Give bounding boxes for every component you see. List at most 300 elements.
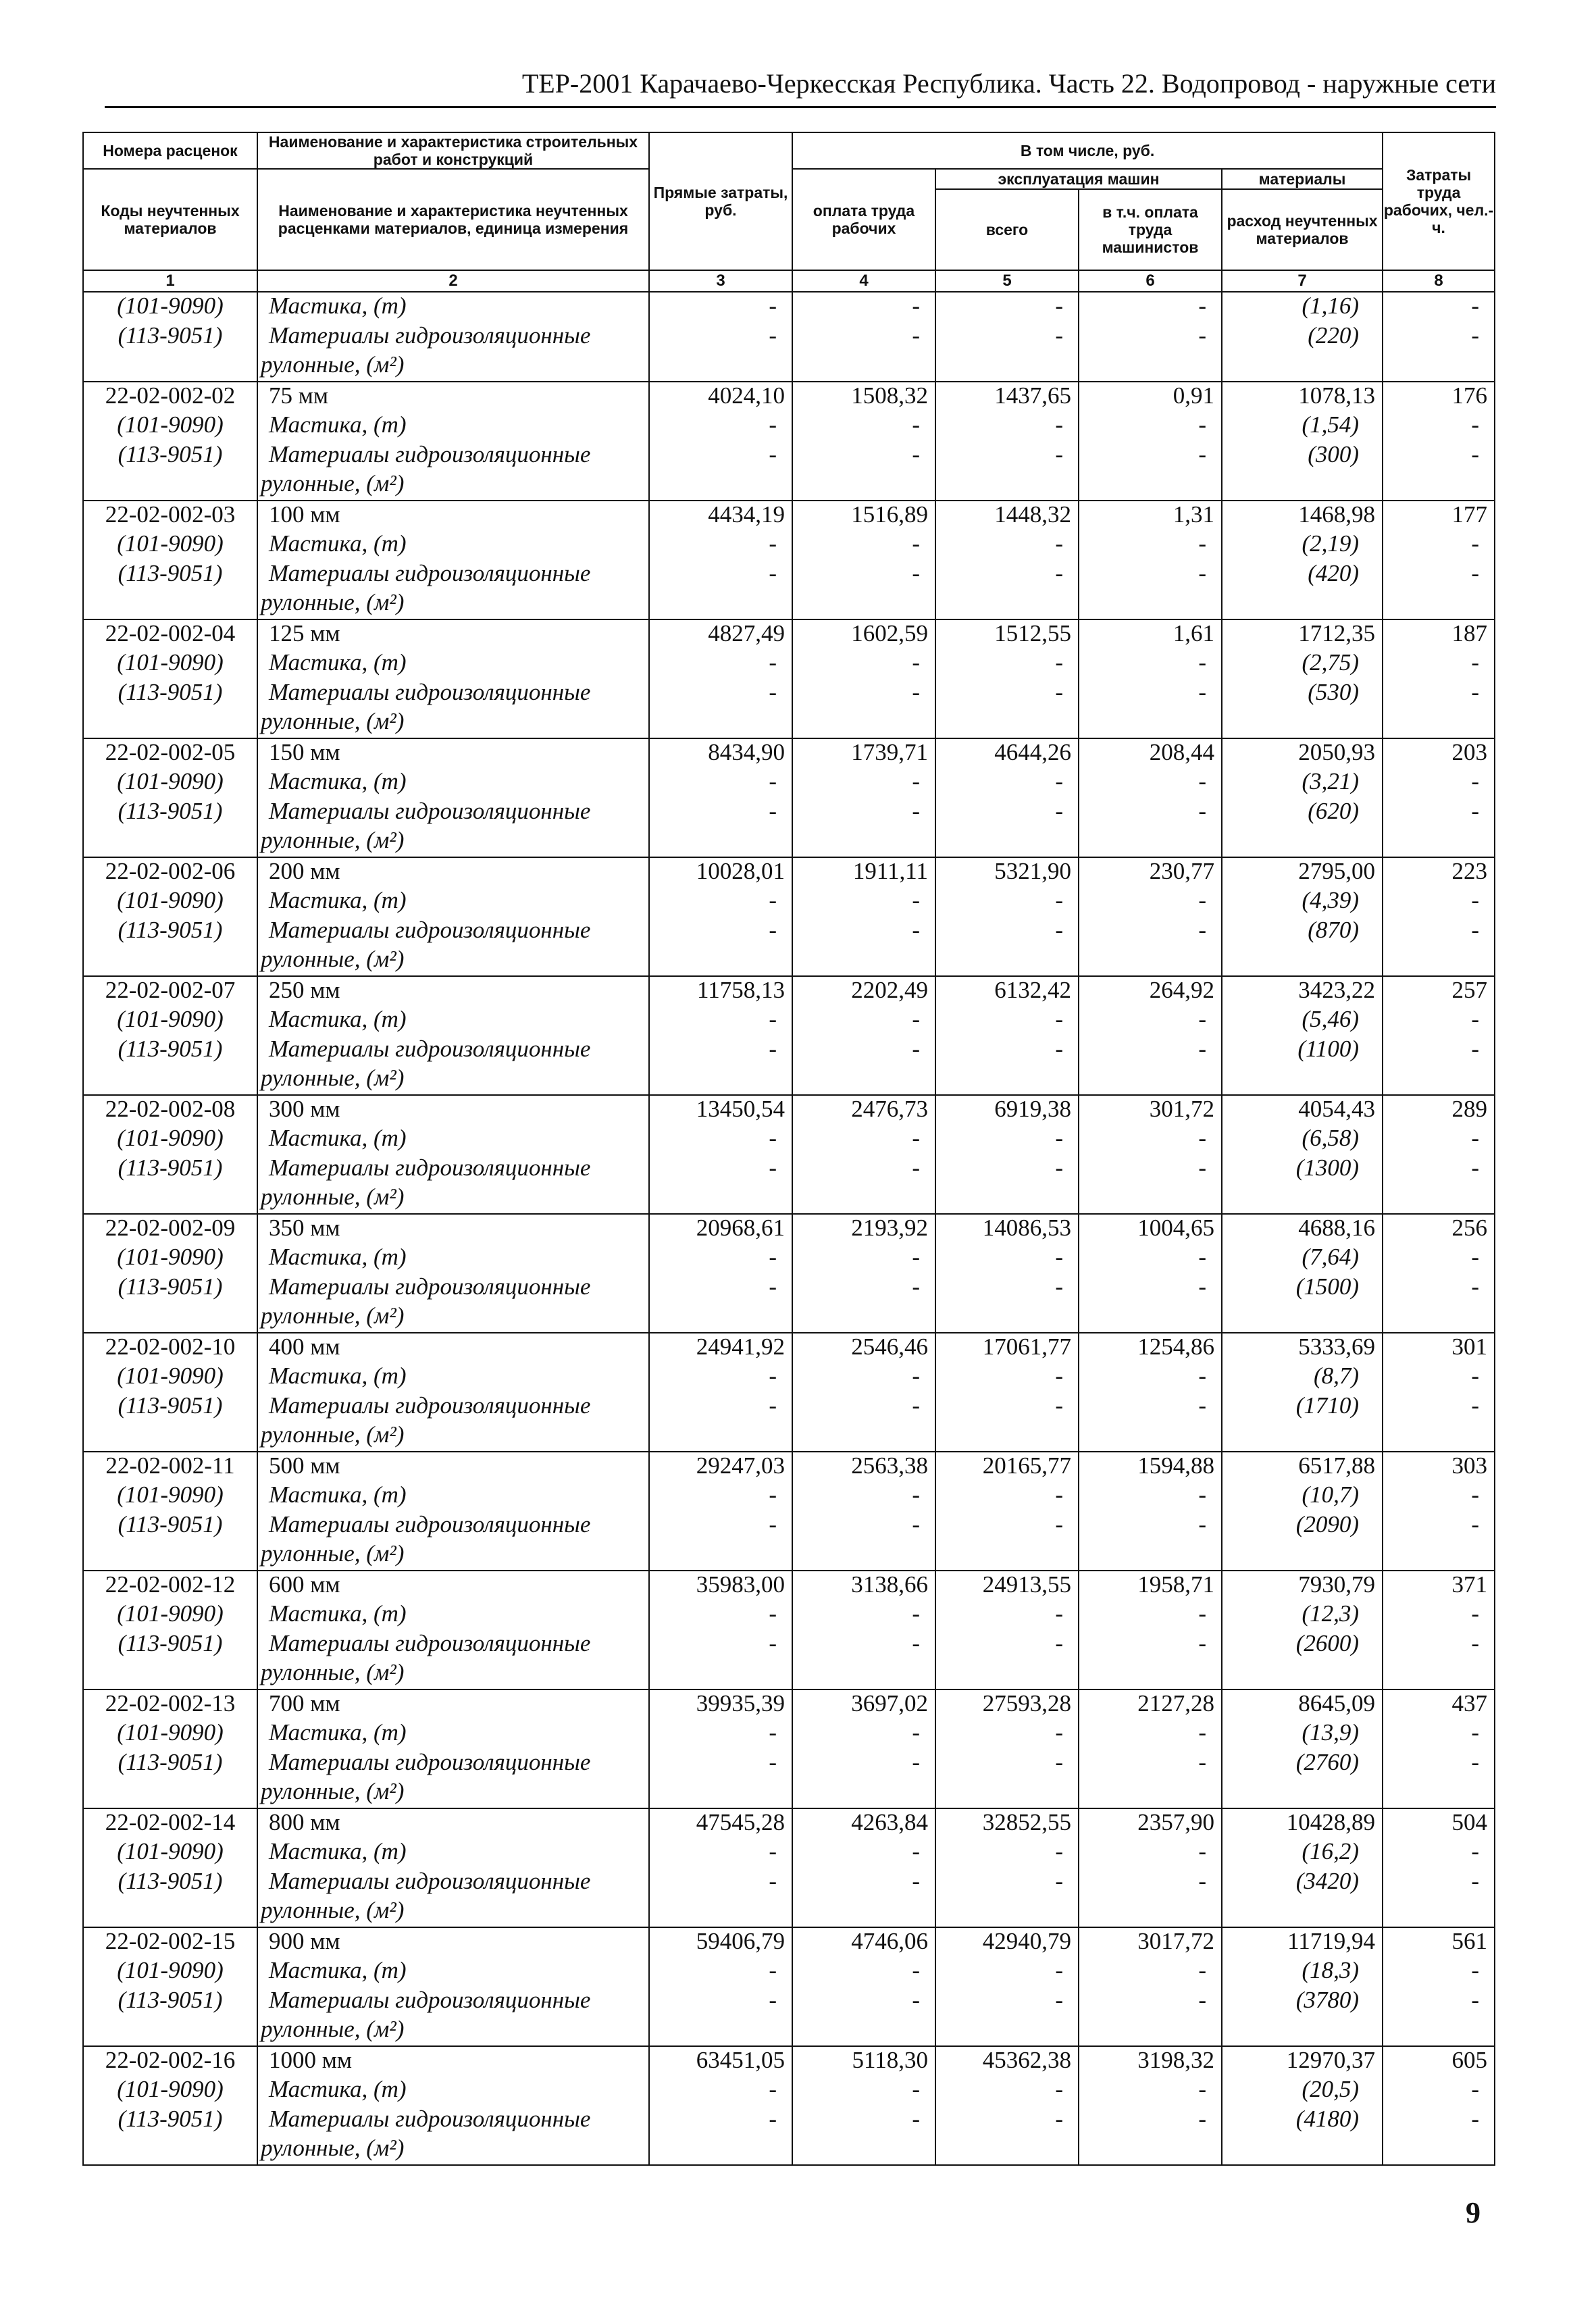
empty-value: -: [1079, 1244, 1222, 1273]
empty-value: -: [792, 1868, 935, 1898]
header-material-name: Наименование и характеристика неучтенных расценками материалов, единица измерения: [257, 169, 649, 270]
empty-value: -: [649, 441, 792, 471]
rate-name: 800 мм: [257, 1808, 649, 1839]
materials-value: 2050,93: [1222, 738, 1383, 769]
machines-wages: 208,44: [1079, 738, 1222, 769]
empty-value: -: [792, 1006, 935, 1036]
empty-value: -: [1079, 1600, 1222, 1630]
material-quantity: (1,54): [1222, 411, 1383, 441]
header-rate-numbers: Номера расценок: [83, 132, 257, 169]
material-name-cont: рулонные, (м²): [257, 470, 649, 501]
material-name: Материалы гидроизоляционные: [257, 1868, 649, 1898]
empty-value: -: [792, 1154, 935, 1184]
wages-value: 1739,71: [792, 738, 935, 769]
rate-name: 500 мм: [257, 1452, 649, 1482]
machines-total: 1437,65: [935, 382, 1079, 412]
material-quantity: (16,2): [1222, 1838, 1383, 1868]
material-row-mastic: [83, 2076, 1495, 2106]
material-row-mastic: [83, 887, 1495, 917]
material-row-roll-cont: [83, 470, 1495, 501]
empty-value: -: [649, 1868, 792, 1898]
rate-name: 250 мм: [257, 976, 649, 1007]
material-name: Материалы гидроизоляционные: [257, 798, 649, 828]
rate-row: [83, 382, 1495, 412]
empty-value: -: [1079, 1957, 1222, 1987]
empty-value: -: [1383, 1244, 1495, 1273]
empty-value: -: [935, 1154, 1079, 1184]
empty-value: -: [792, 1749, 935, 1779]
empty-value: -: [792, 1511, 935, 1541]
material-row-mastic: [83, 1838, 1495, 1868]
wages-value: 1508,32: [792, 382, 935, 412]
materials-value: 1078,13: [1222, 382, 1383, 412]
empty-value: -: [792, 1244, 935, 1273]
rate-row: [83, 1095, 1495, 1125]
material-row-mastic: [83, 530, 1495, 560]
rate-group: [83, 2046, 1495, 2165]
table-header: [83, 132, 1495, 292]
material-row-mastic: [83, 1006, 1495, 1036]
rate-group: [83, 1214, 1495, 1333]
wages-value: 1911,11: [792, 857, 935, 888]
rate-code: 22-02-002-15: [83, 1927, 257, 1958]
rate-code: 22-02-002-11: [83, 1452, 257, 1482]
material-code: (113-9051): [83, 1749, 257, 1779]
col-number: 4: [792, 270, 935, 292]
machines-wages: 2357,90: [1079, 1808, 1222, 1839]
empty-value: -: [1079, 1749, 1222, 1779]
material-code: (101-9090): [83, 768, 257, 798]
material-code: (101-9090): [83, 887, 257, 917]
material-code: (113-9051): [83, 1987, 257, 2016]
labor-value: 371: [1383, 1571, 1495, 1601]
empty-value: -: [935, 768, 1079, 798]
rate-code: 22-02-002-06: [83, 857, 257, 888]
empty-value: -: [649, 917, 792, 946]
header-materials: материалы: [1222, 169, 1383, 189]
material-row-roll: [83, 322, 1495, 352]
empty-value: -: [1079, 1838, 1222, 1868]
machines-total: 4644,26: [935, 738, 1079, 769]
rate-code: 22-02-002-16: [83, 2046, 257, 2077]
material-row-roll: [83, 1630, 1495, 1660]
wages-value: 1516,89: [792, 501, 935, 531]
empty-value: -: [792, 1838, 935, 1868]
material-quantity: (1500): [1222, 1273, 1383, 1303]
rate-name: 75 мм: [257, 382, 649, 412]
page-header: [105, 68, 1496, 108]
material-code: (113-9051): [83, 1511, 257, 1541]
empty-value: -: [935, 1481, 1079, 1511]
empty-value: -: [649, 1838, 792, 1868]
empty-value: -: [935, 649, 1079, 679]
empty-value: -: [649, 530, 792, 560]
materials-value: 3423,22: [1222, 976, 1383, 1007]
empty-value: -: [792, 2076, 935, 2106]
empty-value: -: [792, 917, 935, 946]
material-name: Мастика, (т): [257, 1125, 649, 1154]
empty-value: -: [1383, 292, 1495, 322]
empty-value: -: [792, 1987, 935, 2016]
labor-value: 605: [1383, 2046, 1495, 2077]
material-row-mastic: [83, 1600, 1495, 1630]
material-quantity: (5,46): [1222, 1006, 1383, 1036]
material-row-roll-cont: [83, 827, 1495, 857]
rate-code: 22-02-002-09: [83, 1214, 257, 1244]
material-row-mastic: [83, 292, 1495, 322]
empty-value: -: [649, 1125, 792, 1154]
material-code: (113-9051): [83, 1036, 257, 1065]
empty-value: -: [649, 560, 792, 590]
material-quantity: (8,7): [1222, 1363, 1383, 1392]
rate-row: [83, 1927, 1495, 1958]
empty-value: -: [1079, 1511, 1222, 1541]
material-row-roll-cont: [83, 708, 1495, 738]
empty-value: -: [1079, 1036, 1222, 1065]
material-name: Мастика, (т): [257, 1838, 649, 1868]
rate-name: 200 мм: [257, 857, 649, 888]
empty-value: -: [649, 1273, 792, 1303]
material-code: (113-9051): [83, 322, 257, 352]
empty-value: -: [1383, 2106, 1495, 2135]
material-code: (101-9090): [83, 530, 257, 560]
material-code: (101-9090): [83, 292, 257, 322]
material-code: (101-9090): [83, 1125, 257, 1154]
empty-value: -: [1383, 1392, 1495, 1422]
material-quantity: (2760): [1222, 1749, 1383, 1779]
empty-value: -: [649, 1630, 792, 1660]
material-quantity: (1100): [1222, 1036, 1383, 1065]
material-row-roll: [83, 2106, 1495, 2135]
material-name-cont: рулонные, (м²): [257, 708, 649, 738]
material-quantity: (1,16): [1222, 292, 1383, 322]
empty-value: -: [1383, 560, 1495, 590]
empty-value: -: [935, 1749, 1079, 1779]
material-name: Материалы гидроизоляционные: [257, 2106, 649, 2135]
empty-value: -: [1383, 1987, 1495, 2016]
direct-costs: 8434,90: [649, 738, 792, 769]
material-row-roll: [83, 1511, 1495, 1541]
empty-value: -: [935, 1630, 1079, 1660]
material-name-cont: рулонные, (м²): [257, 589, 649, 619]
material-name: Мастика, (т): [257, 1957, 649, 1987]
material-row-mastic: [83, 1363, 1495, 1392]
empty-value: -: [792, 798, 935, 828]
rate-name: 150 мм: [257, 738, 649, 769]
empty-value: -: [1079, 1868, 1222, 1898]
material-row-roll: [83, 798, 1495, 828]
direct-costs: 11758,13: [649, 976, 792, 1007]
wages-value: 2193,92: [792, 1214, 935, 1244]
material-name-cont: рулонные, (м²): [257, 1302, 649, 1333]
empty-value: -: [649, 1957, 792, 1987]
header-machines-total: всего: [935, 189, 1079, 270]
material-quantity: (3420): [1222, 1868, 1383, 1898]
empty-value: -: [1383, 887, 1495, 917]
rate-code: 22-02-002-05: [83, 738, 257, 769]
empty-value: -: [1079, 1481, 1222, 1511]
empty-value: -: [649, 322, 792, 352]
rate-row: [83, 857, 1495, 888]
machines-total: 17061,77: [935, 1333, 1079, 1363]
empty-value: -: [649, 679, 792, 709]
wages-value: 2476,73: [792, 1095, 935, 1125]
empty-value: -: [935, 1006, 1079, 1036]
empty-value: -: [649, 1006, 792, 1036]
direct-costs: 24941,92: [649, 1333, 792, 1363]
material-name: Мастика, (т): [257, 1481, 649, 1511]
empty-value: -: [935, 1244, 1079, 1273]
empty-value: -: [1079, 1363, 1222, 1392]
material-name: Материалы гидроизоляционные: [257, 1749, 649, 1779]
rate-group: [83, 1927, 1495, 2046]
header-wages: оплата труда рабочих: [792, 169, 935, 270]
empty-value: -: [935, 1957, 1079, 1987]
material-quantity: (1300): [1222, 1154, 1383, 1184]
empty-value: -: [1383, 1719, 1495, 1749]
material-row-roll-cont: [83, 1184, 1495, 1214]
rate-row: [83, 501, 1495, 531]
material-row-roll-cont: [83, 589, 1495, 619]
material-name: Мастика, (т): [257, 2076, 649, 2106]
direct-costs: 39935,39: [649, 1689, 792, 1720]
direct-costs: 29247,03: [649, 1452, 792, 1482]
rate-code: 22-02-002-04: [83, 619, 257, 650]
material-name: Мастика, (т): [257, 649, 649, 679]
rate-group: [83, 1333, 1495, 1452]
material-name: Материалы гидроизоляционные: [257, 441, 649, 471]
empty-value: -: [935, 2106, 1079, 2135]
rate-group: [83, 976, 1495, 1095]
empty-value: -: [792, 411, 935, 441]
material-name-cont: рулонные, (м²): [257, 351, 649, 382]
rate-name: 700 мм: [257, 1689, 649, 1720]
direct-costs: 4024,10: [649, 382, 792, 412]
rate-row: [83, 738, 1495, 769]
material-name-cont: рулонные, (м²): [257, 1421, 649, 1452]
empty-value: -: [935, 679, 1079, 709]
material-code: (113-9051): [83, 2106, 257, 2135]
rate-group: [83, 382, 1495, 501]
empty-value: -: [935, 798, 1079, 828]
labor-value: 301: [1383, 1333, 1495, 1363]
header-machines-wages: в т.ч. оплата труда машинистов: [1079, 189, 1222, 270]
material-row-roll: [83, 441, 1495, 471]
rate-code: 22-02-002-02: [83, 382, 257, 412]
material-row-mastic: [83, 1719, 1495, 1749]
column-numbers-row: [83, 270, 1495, 292]
empty-value: -: [1079, 679, 1222, 709]
materials-value: 4688,16: [1222, 1214, 1383, 1244]
material-name: Мастика, (т): [257, 768, 649, 798]
wages-value: 3697,02: [792, 1689, 935, 1720]
empty-value: -: [649, 887, 792, 917]
labor-value: 177: [1383, 501, 1495, 531]
material-quantity: (2,19): [1222, 530, 1383, 560]
material-row-roll-cont: [83, 2135, 1495, 2165]
material-name-cont: рулонные, (м²): [257, 2135, 649, 2165]
col-number: 5: [935, 270, 1079, 292]
rate-row: [83, 976, 1495, 1007]
empty-value: -: [792, 322, 935, 352]
material-name: Материалы гидроизоляционные: [257, 917, 649, 946]
empty-value: -: [649, 1363, 792, 1392]
empty-value: -: [792, 1036, 935, 1065]
empty-value: -: [1079, 1273, 1222, 1303]
empty-value: -: [649, 768, 792, 798]
empty-value: -: [649, 2106, 792, 2135]
material-row-roll: [83, 1868, 1495, 1898]
empty-value: -: [649, 649, 792, 679]
direct-costs: 63451,05: [649, 2046, 792, 2077]
machines-wages: 1004,65: [1079, 1214, 1222, 1244]
material-quantity: (7,64): [1222, 1244, 1383, 1273]
material-name: Материалы гидроизоляционные: [257, 1392, 649, 1422]
material-name: Мастика, (т): [257, 292, 649, 322]
empty-value: -: [1383, 1868, 1495, 1898]
material-code: (101-9090): [83, 1719, 257, 1749]
material-code: (113-9051): [83, 917, 257, 946]
machines-wages: 1594,88: [1079, 1452, 1222, 1482]
material-quantity: (530): [1222, 679, 1383, 709]
materials-value: 7930,79: [1222, 1571, 1383, 1601]
machines-total: 27593,28: [935, 1689, 1079, 1720]
material-name: Материалы гидроизоляционные: [257, 322, 649, 352]
empty-value: -: [792, 1957, 935, 1987]
empty-value: -: [1383, 1749, 1495, 1779]
material-quantity: (1710): [1222, 1392, 1383, 1422]
empty-value: -: [792, 1125, 935, 1154]
empty-value: -: [935, 1987, 1079, 2016]
material-code: (101-9090): [83, 2076, 257, 2106]
material-quantity: (2600): [1222, 1630, 1383, 1660]
material-quantity: (870): [1222, 917, 1383, 946]
empty-value: -: [792, 441, 935, 471]
rate-code: 22-02-002-12: [83, 1571, 257, 1601]
material-code: (101-9090): [83, 649, 257, 679]
labor-value: 256: [1383, 1214, 1495, 1244]
rate-name: 1000 мм: [257, 2046, 649, 2077]
empty-value: -: [935, 1719, 1079, 1749]
material-quantity: (2090): [1222, 1511, 1383, 1541]
material-name: Материалы гидроизоляционные: [257, 1511, 649, 1541]
empty-value: -: [792, 1392, 935, 1422]
empty-value: -: [792, 2106, 935, 2135]
col-number: 2: [257, 270, 649, 292]
material-row-roll: [83, 1749, 1495, 1779]
rate-code: 22-02-002-08: [83, 1095, 257, 1125]
material-code: (101-9090): [83, 1600, 257, 1630]
wages-value: 2546,46: [792, 1333, 935, 1363]
empty-value: -: [1383, 1125, 1495, 1154]
material-row-mastic: [83, 1125, 1495, 1154]
empty-value: -: [1079, 1125, 1222, 1154]
empty-value: -: [935, 1363, 1079, 1392]
material-code: (101-9090): [83, 1006, 257, 1036]
machines-total: 5321,90: [935, 857, 1079, 888]
material-row-roll: [83, 1987, 1495, 2016]
empty-value: -: [1079, 292, 1222, 322]
empty-value: -: [1079, 1719, 1222, 1749]
empty-value: -: [1079, 2076, 1222, 2106]
material-quantity: (20,5): [1222, 2076, 1383, 2106]
material-code: (101-9090): [83, 1363, 257, 1392]
empty-value: -: [792, 649, 935, 679]
material-row-mastic: [83, 1244, 1495, 1273]
materials-value: 1468,98: [1222, 501, 1383, 531]
empty-value: -: [1383, 1154, 1495, 1184]
empty-value: -: [1079, 322, 1222, 352]
material-code: (101-9090): [83, 1838, 257, 1868]
material-quantity: (300): [1222, 441, 1383, 471]
wages-value: 4263,84: [792, 1808, 935, 1839]
empty-value: -: [1383, 798, 1495, 828]
material-name-cont: рулонные, (м²): [257, 1184, 649, 1214]
material-row-mastic: [83, 649, 1495, 679]
material-name-cont: рулонные, (м²): [257, 827, 649, 857]
rate-row: [83, 1214, 1495, 1244]
rate-row: [83, 619, 1495, 650]
material-row-mastic: [83, 411, 1495, 441]
rate-code: 22-02-002-13: [83, 1689, 257, 1720]
machines-total: 45362,38: [935, 2046, 1079, 2077]
empty-value: -: [935, 917, 1079, 946]
empty-value: -: [935, 530, 1079, 560]
rate-name: 600 мм: [257, 1571, 649, 1601]
material-quantity: (620): [1222, 798, 1383, 828]
direct-costs: 10028,01: [649, 857, 792, 888]
materials-value: 11719,94: [1222, 1927, 1383, 1958]
header-direct-costs: Прямые затраты, руб.: [649, 132, 792, 270]
empty-value: -: [649, 1719, 792, 1749]
material-quantity: (12,3): [1222, 1600, 1383, 1630]
empty-value: -: [1383, 530, 1495, 560]
material-code: (113-9051): [83, 1154, 257, 1184]
material-quantity: (4180): [1222, 2106, 1383, 2135]
empty-value: -: [649, 2076, 792, 2106]
empty-value: -: [1079, 411, 1222, 441]
material-row-mastic: [83, 1481, 1495, 1511]
empty-value: -: [1383, 1957, 1495, 1987]
labor-value: 289: [1383, 1095, 1495, 1125]
machines-wages: 301,72: [1079, 1095, 1222, 1125]
empty-value: -: [1079, 1987, 1222, 2016]
empty-value: -: [935, 887, 1079, 917]
material-code: (113-9051): [83, 441, 257, 471]
direct-costs: 59406,79: [649, 1927, 792, 1958]
material-quantity: (13,9): [1222, 1719, 1383, 1749]
empty-value: -: [1079, 1006, 1222, 1036]
rate-row: [83, 1808, 1495, 1839]
page-title: ТЕР-2001 Карачаево-Черкесская Республика. Часть 22. Водопровод - наружные сети: [521, 68, 1496, 99]
material-row-roll: [83, 679, 1495, 709]
wages-value: 2563,38: [792, 1452, 935, 1482]
rate-group: [83, 501, 1495, 619]
col-number: 1: [83, 270, 257, 292]
material-code: (101-9090): [83, 1244, 257, 1273]
col-number: 8: [1383, 270, 1495, 292]
empty-value: -: [649, 1987, 792, 2016]
col-number: 7: [1222, 270, 1383, 292]
rate-name: 300 мм: [257, 1095, 649, 1125]
empty-value: -: [1383, 1273, 1495, 1303]
empty-value: -: [649, 292, 792, 322]
material-row-roll-cont: [83, 351, 1495, 382]
empty-value: -: [649, 798, 792, 828]
empty-value: -: [792, 560, 935, 590]
materials-value: 12970,37: [1222, 2046, 1383, 2077]
price-table: [82, 132, 1495, 2166]
